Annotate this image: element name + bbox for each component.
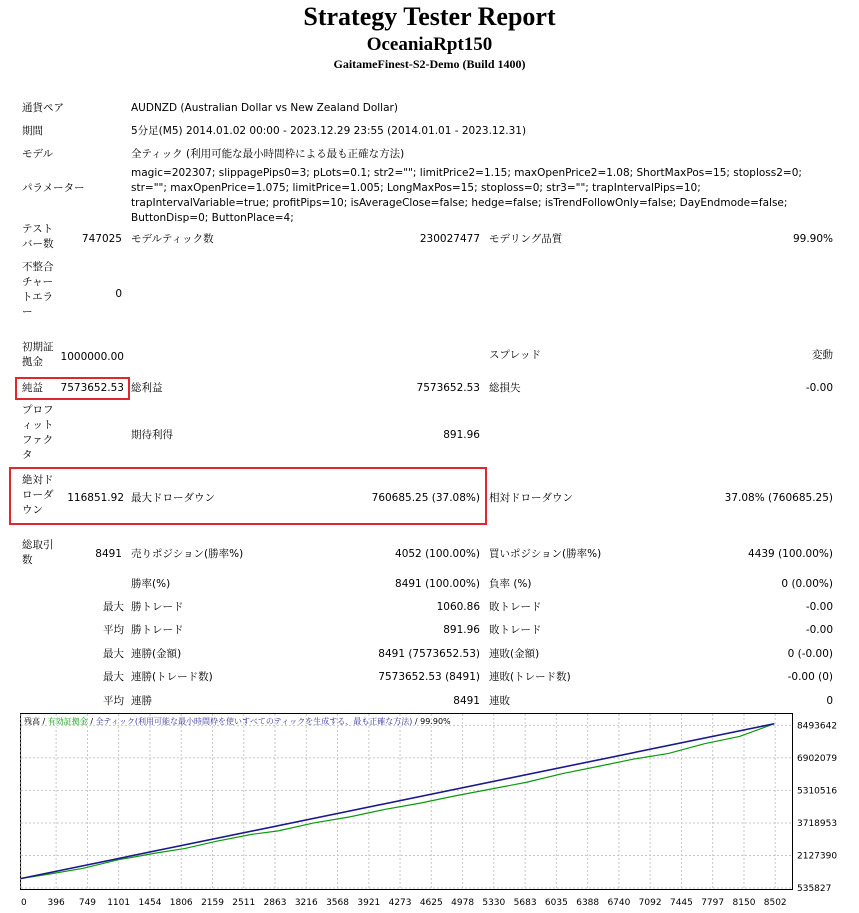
largest-win-label: 勝トレード	[131, 601, 184, 613]
params-label: パラメーター	[22, 182, 85, 194]
largest-prefix: 最大	[103, 601, 124, 613]
max-cons-losses-amt-label: 連敗(金額)	[489, 648, 540, 660]
x-tick-label: 1101	[107, 898, 131, 908]
max-dd-label: 最大ドローダウン	[131, 492, 215, 504]
plot-frame	[21, 714, 793, 890]
x-tick-label: 2863	[263, 898, 287, 908]
model-value: 全ティック (利用可能な最小時間枠による最も正確な方法)	[131, 148, 405, 160]
x-tick-label: 4625	[419, 898, 443, 908]
x-tick-label: 2159	[201, 898, 224, 908]
x-tick-label: 1454	[138, 898, 162, 908]
y-axis-ticks	[797, 721, 837, 894]
server-name: GaitameFinest-S2-Demo (Build 1400)	[333, 57, 526, 71]
x-tick-label: 5683	[513, 898, 537, 908]
pair-value: AUDNZD (Australian Dollar vs New Zealand Dollar)	[131, 102, 398, 114]
quality-label: モデリング品質	[489, 233, 563, 245]
ea-name: OceaniaRpt150	[366, 34, 493, 55]
x-tick-label: 396	[47, 898, 65, 908]
y-tick-label: 3718953	[797, 818, 838, 829]
max-cons-cnt-prefix: 最大	[103, 671, 124, 683]
deposit-label: 初期証拠金	[22, 341, 54, 368]
long-label: 買いポジション(勝率%)	[489, 548, 602, 560]
x-tick-label: 1806	[169, 898, 193, 908]
y-tick-label: 535827	[797, 884, 832, 894]
max-cons-amt-prefix: 最大	[103, 648, 124, 660]
rel-dd-label: 相対ドローダウン	[489, 492, 573, 504]
max-cons-losses-amt-value: 0 (-0.00)	[787, 648, 833, 660]
x-tick-label: 8502	[763, 898, 787, 908]
avg-cons-losses-label: 連敗	[489, 695, 510, 707]
params-value: magic=202307; slippagePips0=3; pLots=0.1; str2=""; limitPrice2=1.15; maxOpenPrice2=1.08; ShortMaxPos=15; stoploss2=0; str=""; maxOpenPrice=1.075; limitPrice=1.005; LongMaxPos=15; stoploss=0; str3=""; trapIntervalPips=10; trapIntervalVariable=true; profitPips=10; isAverageClose=false; hedge=false; isTrendFollowOnly=false; DayEndmode=false; ButtonDisp=0; ButtonPlace=4;	[131, 167, 802, 224]
avg-loss-label: 敗トレード	[489, 624, 542, 636]
win-rate-value: 8491 (100.00%)	[395, 578, 480, 590]
avg-cons-wins-label: 連勝	[131, 695, 152, 707]
max-cons-losses-cnt-value: -0.00 (0)	[787, 671, 833, 683]
abs-dd-value: 116851.92	[67, 492, 124, 504]
balance-chart	[20, 713, 850, 909]
avg-cons-losses-value: 0	[826, 695, 833, 707]
mismatch-label: 不整合チャートエラー	[22, 261, 54, 318]
y-tick-label: 5310516	[797, 786, 838, 797]
bars-value: 747025	[81, 233, 122, 245]
rel-dd-value: 37.08% (760685.25)	[724, 492, 833, 504]
period-value: 5分足(M5) 2014.01.02 00:00 - 2023.12.29 23:55 (2014.01.01 - 2023.12.31)	[131, 125, 527, 137]
x-tick-label: 4273	[388, 898, 412, 908]
legend-sep-1: /	[40, 717, 48, 726]
max-cons-wins-cnt-label: 連勝(トレード数)	[131, 671, 213, 683]
loss-rate-value: 0 (0.00%)	[781, 578, 833, 590]
gross-loss-value: -0.00	[805, 382, 833, 394]
x-axis-ticks	[21, 898, 787, 908]
quality-value: 99.90%	[792, 233, 833, 245]
total-trades-value: 8491	[95, 548, 122, 560]
expected-label: 期待利得	[131, 429, 173, 441]
avg-loss-value: -0.00	[805, 624, 833, 636]
report-title: Strategy Tester Report	[303, 2, 556, 31]
balance-chart-svg	[20, 713, 850, 909]
expected-value: 891.96	[443, 429, 480, 441]
total-trades-label: 総取引数	[22, 539, 54, 566]
legend-quality: 99.90%	[420, 717, 451, 726]
x-tick-label: 6388	[576, 898, 600, 908]
x-tick-label: 3216	[294, 898, 318, 908]
period-label: 期間	[22, 125, 43, 137]
max-dd-value: 760685.25 (37.08%)	[371, 492, 480, 504]
y-tick-label: 2127390	[797, 851, 838, 862]
gross-profit-value: 7573652.53	[416, 382, 480, 394]
x-tick-label: 0	[21, 898, 27, 908]
net-label: 純益	[22, 382, 43, 394]
x-tick-label: 749	[78, 898, 97, 908]
avg-cons-prefix: 平均	[103, 695, 124, 707]
ticks-value: 230027477	[419, 233, 480, 245]
legend-equity: 有効証拠金	[47, 717, 88, 726]
win-rate-label: 勝率(%)	[131, 578, 171, 590]
pair-label: 通貨ペア	[22, 102, 64, 114]
legend-model: 全ティック(利用可能な最小時間枠を使いすべてのティックを生成する、最も正確な方法)	[95, 717, 413, 726]
legend-sep-2: /	[87, 717, 96, 726]
y-tick-label: 8493642	[797, 721, 838, 732]
mismatch-value: 0	[115, 288, 122, 300]
long-value: 4439 (100.00%)	[748, 548, 833, 560]
max-cons-losses-cnt-label: 連敗(トレード数)	[489, 671, 571, 683]
deposit-value: 1000000.00	[60, 351, 124, 363]
avg-win-value: 891.96	[443, 624, 480, 636]
x-tick-label: 6740	[607, 898, 631, 908]
ticks-label: モデルティック数	[131, 233, 214, 245]
net-value: 7573652.53	[60, 382, 124, 394]
legend-sep-3: /	[412, 717, 421, 726]
spread-label: スプレッド	[489, 349, 541, 361]
largest-loss-label: 敗トレード	[489, 601, 542, 613]
x-tick-label: 8150	[732, 898, 756, 908]
loss-rate-label: 負率 (%)	[489, 578, 532, 590]
average-prefix: 平均	[103, 624, 124, 636]
largest-loss-value: -0.00	[805, 601, 833, 613]
x-tick-label: 4978	[451, 898, 475, 908]
x-tick-label: 3568	[326, 898, 349, 908]
x-tick-label: 6035	[544, 898, 568, 908]
avg-win-label: 勝トレード	[131, 624, 184, 636]
gross-loss-label: 総損失	[489, 382, 521, 394]
max-cons-wins-cnt-value: 7573652.53 (8491)	[378, 671, 480, 683]
gross-profit-label: 総利益	[131, 382, 163, 394]
short-value: 4052 (100.00%)	[395, 548, 480, 560]
abs-dd-label: 絶対ドローダウン	[22, 474, 54, 516]
avg-cons-wins-value: 8491	[453, 695, 480, 707]
legend-balance: 残高	[24, 717, 40, 726]
x-tick-label: 5330	[482, 898, 506, 908]
largest-win-value: 1060.86	[436, 601, 480, 613]
spread-value: 変動	[812, 349, 833, 361]
model-label: モデル	[22, 148, 53, 160]
x-tick-label: 7092	[638, 898, 662, 908]
bars-label: テストバー数	[22, 223, 54, 250]
x-tick-label: 3921	[357, 898, 381, 908]
x-tick-label: 7797	[701, 898, 725, 908]
x-tick-label: 2511	[232, 898, 256, 908]
y-tick-label: 6902079	[797, 753, 838, 764]
pf-label: プロフィットファクタ	[22, 404, 54, 461]
chart-legend	[24, 716, 451, 726]
max-cons-wins-amt-value: 8491 (7573652.53)	[378, 648, 480, 660]
short-label: 売りポジション(勝率%)	[131, 548, 244, 560]
x-tick-label: 7445	[669, 898, 693, 908]
max-cons-wins-amt-label: 連勝(金額)	[131, 648, 182, 660]
